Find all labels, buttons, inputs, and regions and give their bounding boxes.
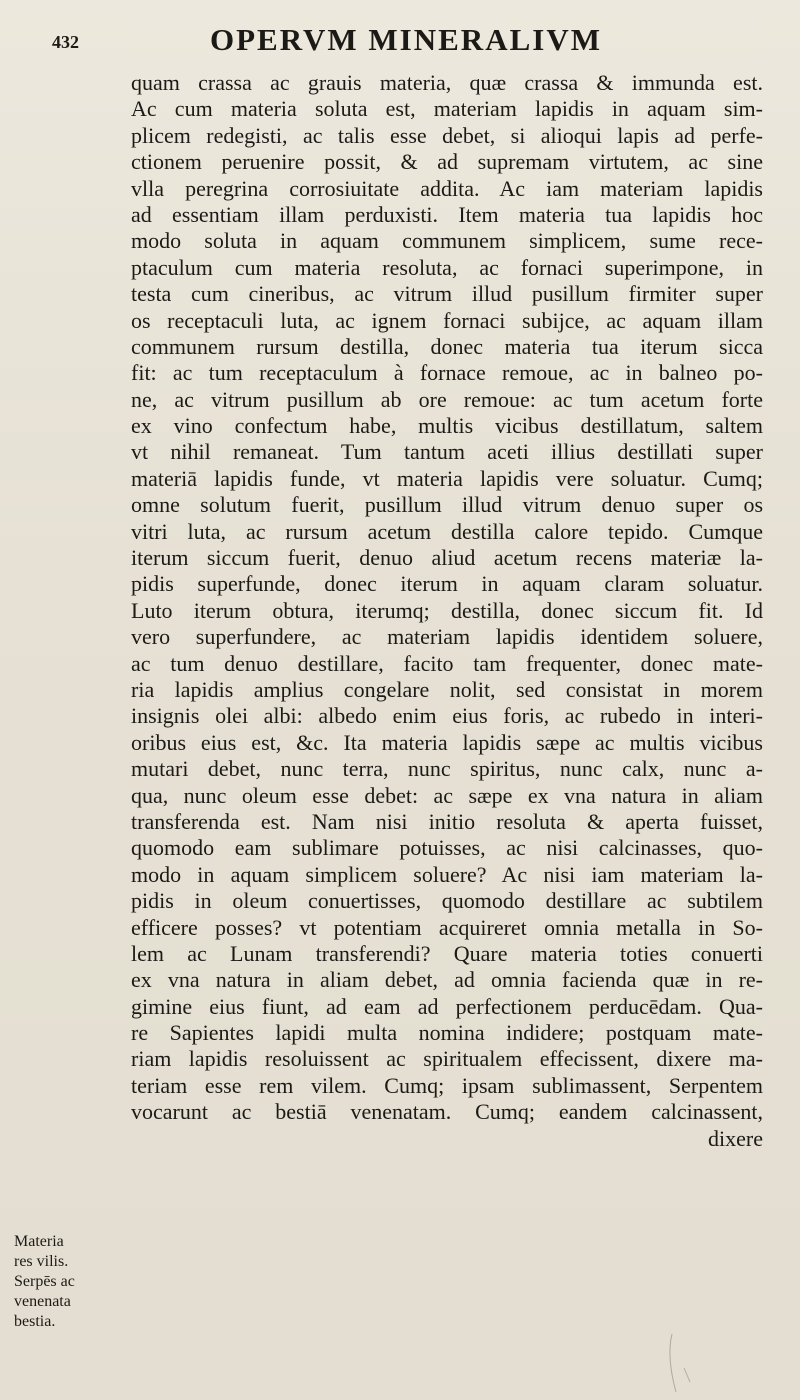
margin-note-line: res vilis.: [14, 1253, 69, 1270]
text-line: qua, nunc oleum esse debet: ac sæpe ex vna natura in aliam: [131, 782, 763, 808]
text-line: ria lapidis amplius congelare nolit, sed consistat in morem: [131, 676, 763, 702]
text-line: re Sapientes lapidi multa nomina indidere; postquam mate-: [131, 1020, 763, 1046]
text-line: ne, ac vitrum pusillum ab ore remoue: ac tum acetum forte: [131, 386, 763, 412]
pencil-scribble-mark: [664, 1330, 724, 1400]
margin-note-line: bestia.: [14, 1313, 56, 1330]
text-line: Ac cum materia soluta est, materiam lapidis in aquam sim-: [131, 96, 763, 122]
text-line: ad essentiam illam perduxisti. Item materia tua lapidis hoc: [131, 201, 763, 227]
text-line: ctionem peruenire possit, & ad supremam virtutem, ac sine: [131, 149, 763, 175]
text-line: plicem redegisti, ac talis esse debet, si alioqui lapis ad perfe-: [131, 122, 763, 148]
margin-note: [14, 1232, 114, 1332]
text-line: ex vna natura in aliam debet, ad omnia facienda quæ in re-: [131, 967, 763, 993]
text-line: vlla peregrina corrosiuitate addita. Ac iam materiam lapidis: [131, 175, 763, 201]
text-line: pidis in oleum conuertisses, quomodo destillare ac subtilem: [131, 888, 763, 914]
running-head: OPERVM MINERALIVM: [210, 22, 602, 57]
text-line: efficere posses? vt potentiam acquireret omnia metalla in So-: [131, 914, 763, 940]
catchword: dixere: [708, 1125, 763, 1151]
text-line: testa cum cineribus, ac vitrum illud pusillum firmiter super: [131, 281, 763, 307]
text-line: vt nihil remaneat. Tum tantum aceti illius destillati super: [131, 439, 763, 465]
margin-note-line: Serpēs ac: [14, 1273, 75, 1290]
text-line: vitri luta, ac rursum acetum destilla calore tepido. Cumque: [131, 518, 763, 544]
text-line: teriam esse rem vilem. Cumq; ipsam sublimassent, Serpentem: [131, 1072, 763, 1098]
text-line: fit: ac tum receptaculum à fornace remoue, ac in balneo po-: [131, 360, 763, 386]
text-line: vero superfundere, ac materiam lapidis identidem soluere,: [131, 624, 763, 650]
main-text-block: [131, 70, 763, 1152]
page-header: [52, 18, 760, 58]
text-line: quam crassa ac grauis materia, quæ crassa & immunda est.: [131, 70, 763, 95]
text-line: communem rursum destilla, donec materia tua iterum sicca: [131, 333, 763, 359]
text-line: gimine eius fiunt, ad eam ad perfectionem perducēdam. Qua-: [131, 993, 763, 1019]
text-line: omne solutum fuerit, pusillum illud vitrum denuo super os: [131, 492, 763, 518]
text-line: oribus eius est, &c. Ita materia lapidis sæpe ac multis vicibus: [131, 729, 763, 755]
text-line: mutari debet, nunc terra, nunc spiritus, nunc calx, nunc a-: [131, 756, 763, 782]
text-line: ex vino confectum habe, multis vicibus destillatum, saltem: [131, 413, 763, 439]
text-line: modo in aquam simplicem soluere? Ac nisi iam materiam la-: [131, 861, 763, 887]
text-line: vocarunt ac bestiā venenatam. Cumq; eandem calcinassent,: [131, 1099, 763, 1125]
text-line: transferenda est. Nam nisi initio resoluta & aperta fuisset,: [131, 808, 763, 834]
margin-note-line: Materia: [14, 1233, 64, 1250]
text-line: lem ac Lunam transferendi? Quare materia toties conuerti: [131, 940, 763, 966]
text-line: riam lapidis resoluissent ac spiritualem effecissent, dixere ma-: [131, 1046, 763, 1072]
text-line: ac tum denuo destillare, facito tam frequenter, donec mate-: [131, 650, 763, 676]
text-line: materiā lapidis funde, vt materia lapidis vere soluatur. Cumq;: [131, 465, 763, 491]
text-line: os receptaculi luta, ac ignem fornaci subijce, ac aquam illam: [131, 307, 763, 333]
text-line: Luto iterum obtura, iterumq; destilla, donec siccum fit. Id: [131, 597, 763, 623]
text-line: quomodo eam sublimare potuisses, ac nisi calcinasses, quo-: [131, 835, 763, 861]
page-number: 432: [52, 32, 79, 52]
text-line: pidis superfunde, donec iterum in aquam claram soluatur.: [131, 571, 763, 597]
text-line: insignis olei albi: albedo enim eius foris, ac rubedo in interi-: [131, 703, 763, 729]
text-line: iterum siccum fuerit, denuo aliud acetum recens materiæ la-: [131, 545, 763, 571]
text-line: ptaculum cum materia resoluta, ac fornaci superimpone, in: [131, 254, 763, 280]
margin-note-line: venenata: [14, 1293, 71, 1310]
text-line: modo soluta in aquam communem simplicem, sume rece-: [131, 228, 763, 254]
